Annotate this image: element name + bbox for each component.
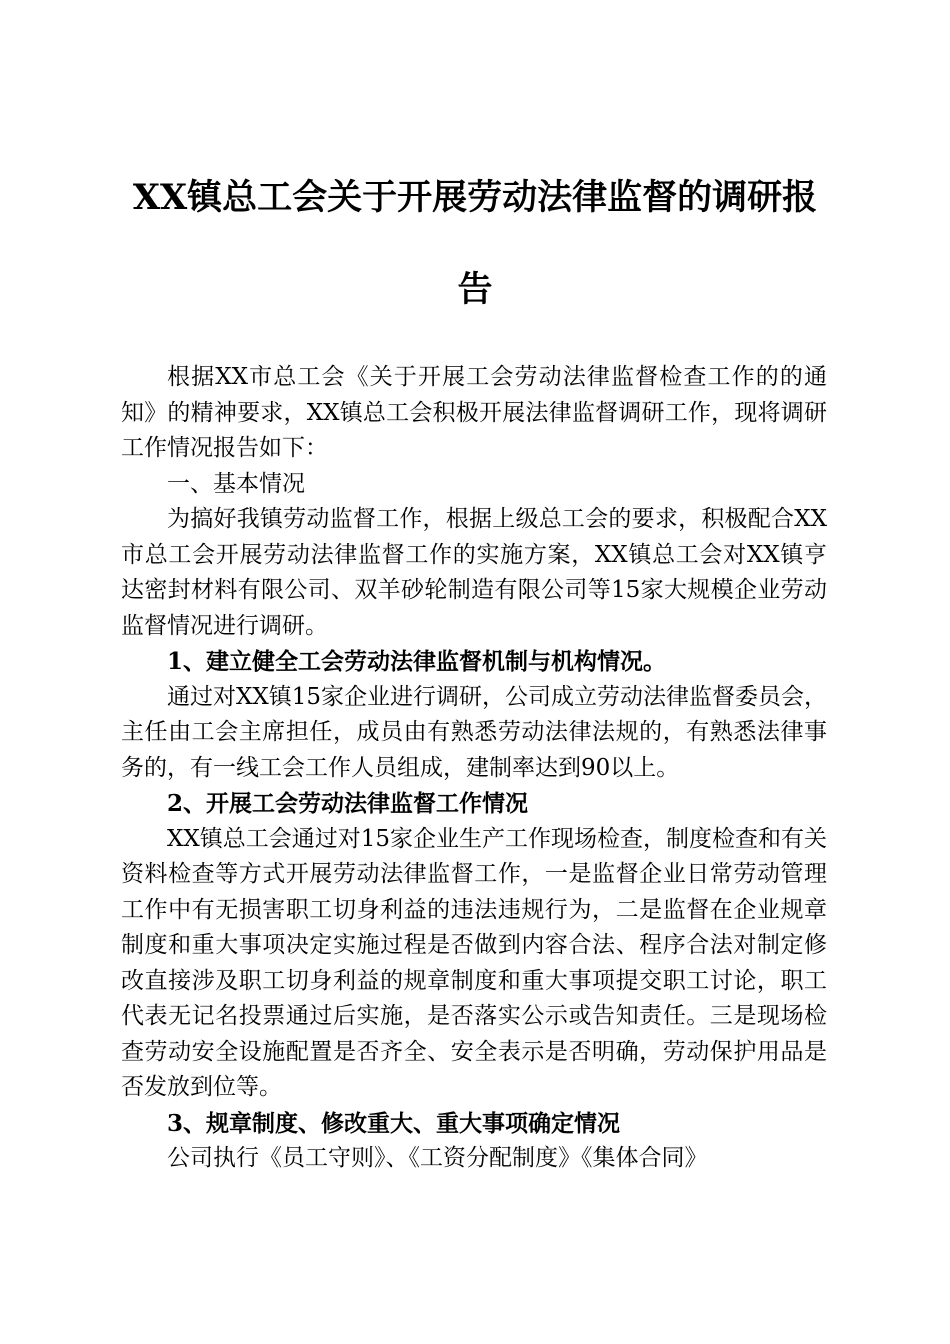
section-1-heading: 一、基本情况 xyxy=(167,470,305,497)
subsection-1-paragraph: 通过对XX镇15家企业进行调研，公司成立劳动法律监督委员会，主任由工会主席担任，成员由有熟悉劳动法律法规的，有熟悉法律事务的，有一线工会工作人员组成，建制率达到90以上。 xyxy=(121,683,828,781)
document-title-line-2: 告 xyxy=(457,269,493,310)
document-title-line-1: XX镇总工会关于开展劳动法律监督的调研报 xyxy=(132,177,818,218)
subsection-3-heading: 3、规章制度、修改重大、重大事项确定情况 xyxy=(167,1109,621,1137)
document-body xyxy=(121,360,827,1177)
subsection-2-heading: 2、开展工会劳动法律监督工作情况 xyxy=(167,790,529,817)
subsection-2-paragraph: XX镇总工会通过对15家企业生产工作现场检查，制度检查和有关资料检查等方式开展劳动法律监督工作，一是监督企业日常劳动管理工作中有无损害职工切身利益的违法违规行为，二是监督在企业规章制度和重大事项决定实施过程是否做到内容合法、程序合法对制定修改直接涉及职工切身利益的规章制度和重大事项提交职工讨论，职工代表无记名投票通过后实施，是否落实公示或告知责任。三是现场检查劳动安全设施配置是否齐全、安全表示是否明确，劳动保护用品是否发放到位等。 xyxy=(121,825,828,1100)
subsection-1-heading: 1、建立健全工会劳动法律监督机制与机构情况。 xyxy=(167,648,667,675)
intro-paragraph: 根据XX市总工会《关于开展工会劳动法律监督检查工作的的通知》的精神要求，XX镇总工会积极开展法律监督调研工作，现将调研工作情况报告如下： xyxy=(121,364,827,461)
section-1-paragraph: 为搞好我镇劳动监督工作，根据上级总工会的要求，积极配合XX市总工会开展劳动法律监督工作的实施方案，XX镇总工会对XX镇亨达密封材料有限公司、双羊砂轮制造有限公司等15家大规模企业劳动监督情况进行调研。 xyxy=(121,506,827,639)
subsection-3-paragraph: 公司执行《员工守则》、《工资分配制度》《集体合同》 xyxy=(167,1145,708,1171)
